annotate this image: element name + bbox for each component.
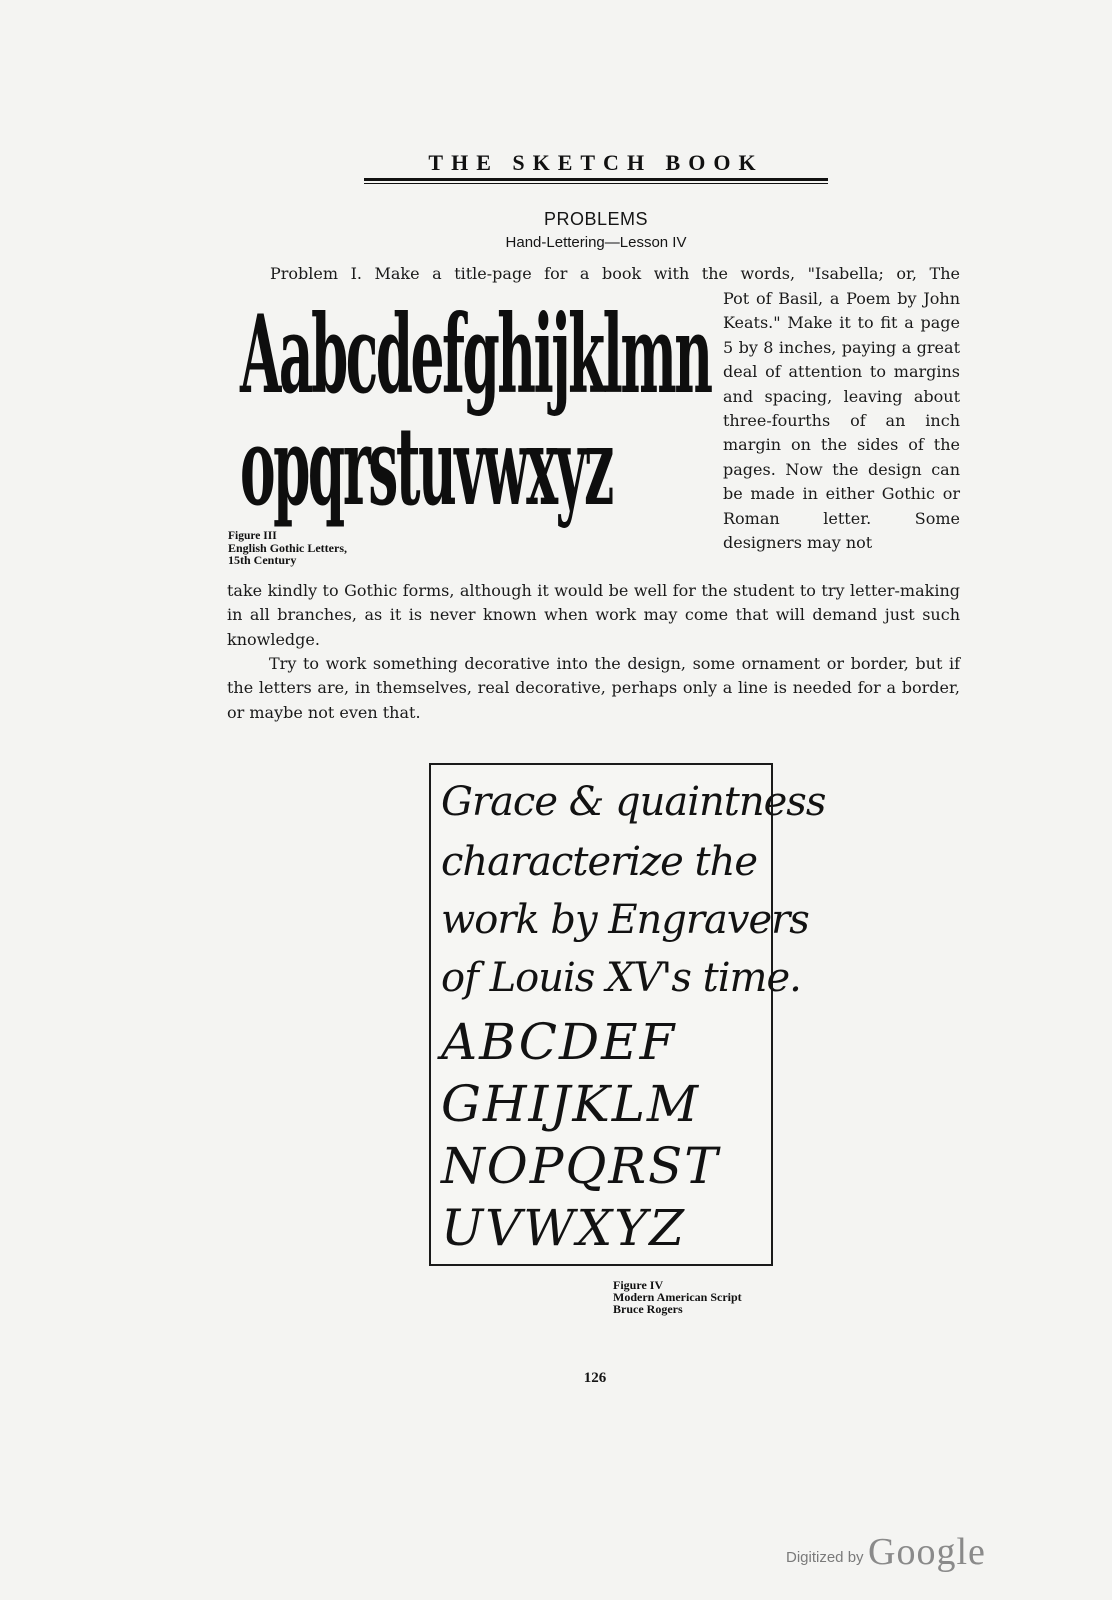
figure-3-gothic-alphabet [236,292,711,531]
problem-1-paragraph-2: Try to work something decorative into the design, some ornament or border, but if the letters are, in themselves, real decorative, perhaps only a line is needed for a border, or maybe not even that. [227,654,960,722]
problem-1-continued-text: take kindly to Gothic forms, although it would be well for the student to try letter-making in all branches, as it is never known when work may come that will demand just such knowledge. [227,581,960,649]
header-rule-thick [364,178,828,181]
figure-4-script-line: of Louis XV's time. [441,955,801,1001]
figure-4-script-line: work by Engravers [441,897,809,943]
figure-3-caption-label: Figure III [228,530,277,542]
google-logo: Google [868,1531,986,1573]
figure-4-caption-line-2: Bruce Rogers [613,1302,683,1316]
figure-4-script-line: Grace & quaintness [441,779,826,825]
header-rule-thin [364,183,828,184]
figure-3-caption-line-1: English Gothic Letters, [228,541,347,555]
digitized-prefix: Digitized by [786,1549,864,1566]
figure-4-script-line: characterize the [441,839,758,885]
figure-4-alphabet-line: NOPQRST [441,1137,720,1195]
figure-4-alphabet-line: ABCDEF [441,1013,677,1071]
figure-4-alphabet-line: GHIJKLM [441,1075,701,1133]
digitized-by-watermark [786,1530,986,1574]
figure-4-alphabet-line: UVWXYZ [441,1199,686,1257]
section-title: PROBLEMS [543,209,649,229]
section-subtitle: Hand-Lettering—Lesson IV [505,234,687,251]
figure-4-caption-label: Figure IV [613,1278,664,1292]
figure-4-script-specimen [429,763,826,1266]
figure-3-alphabet-line-2: opqrstuvwxyz [240,404,612,531]
running-head-title: THE SKETCH BOOK [428,150,764,175]
figure-3-caption [228,530,388,566]
figure-3-caption-line-2: 15th Century [228,553,297,567]
figure-4-caption [613,1279,813,1315]
problem-1-wrapped-text: Pot of Basil, a Poem by John Keats." Make it to fit a page 5 by 8 inches, paying a great deal of attention to margins and spacing, leaving about three-fourths of an inch margin on the sides of the pages. Now the design can be made in either Gothic or Roman letter. Some designers may not [723,289,960,553]
problem-1-first-line: Problem I. Make a title-page for a book with the words, "Isabella; or, The [270,264,960,283]
figure-4-caption-line-1: Modern American Script [613,1290,742,1304]
page-number: 126 [583,1370,607,1386]
figure-3-alphabet-line-1: Aabcdefghijklmn [240,292,711,419]
